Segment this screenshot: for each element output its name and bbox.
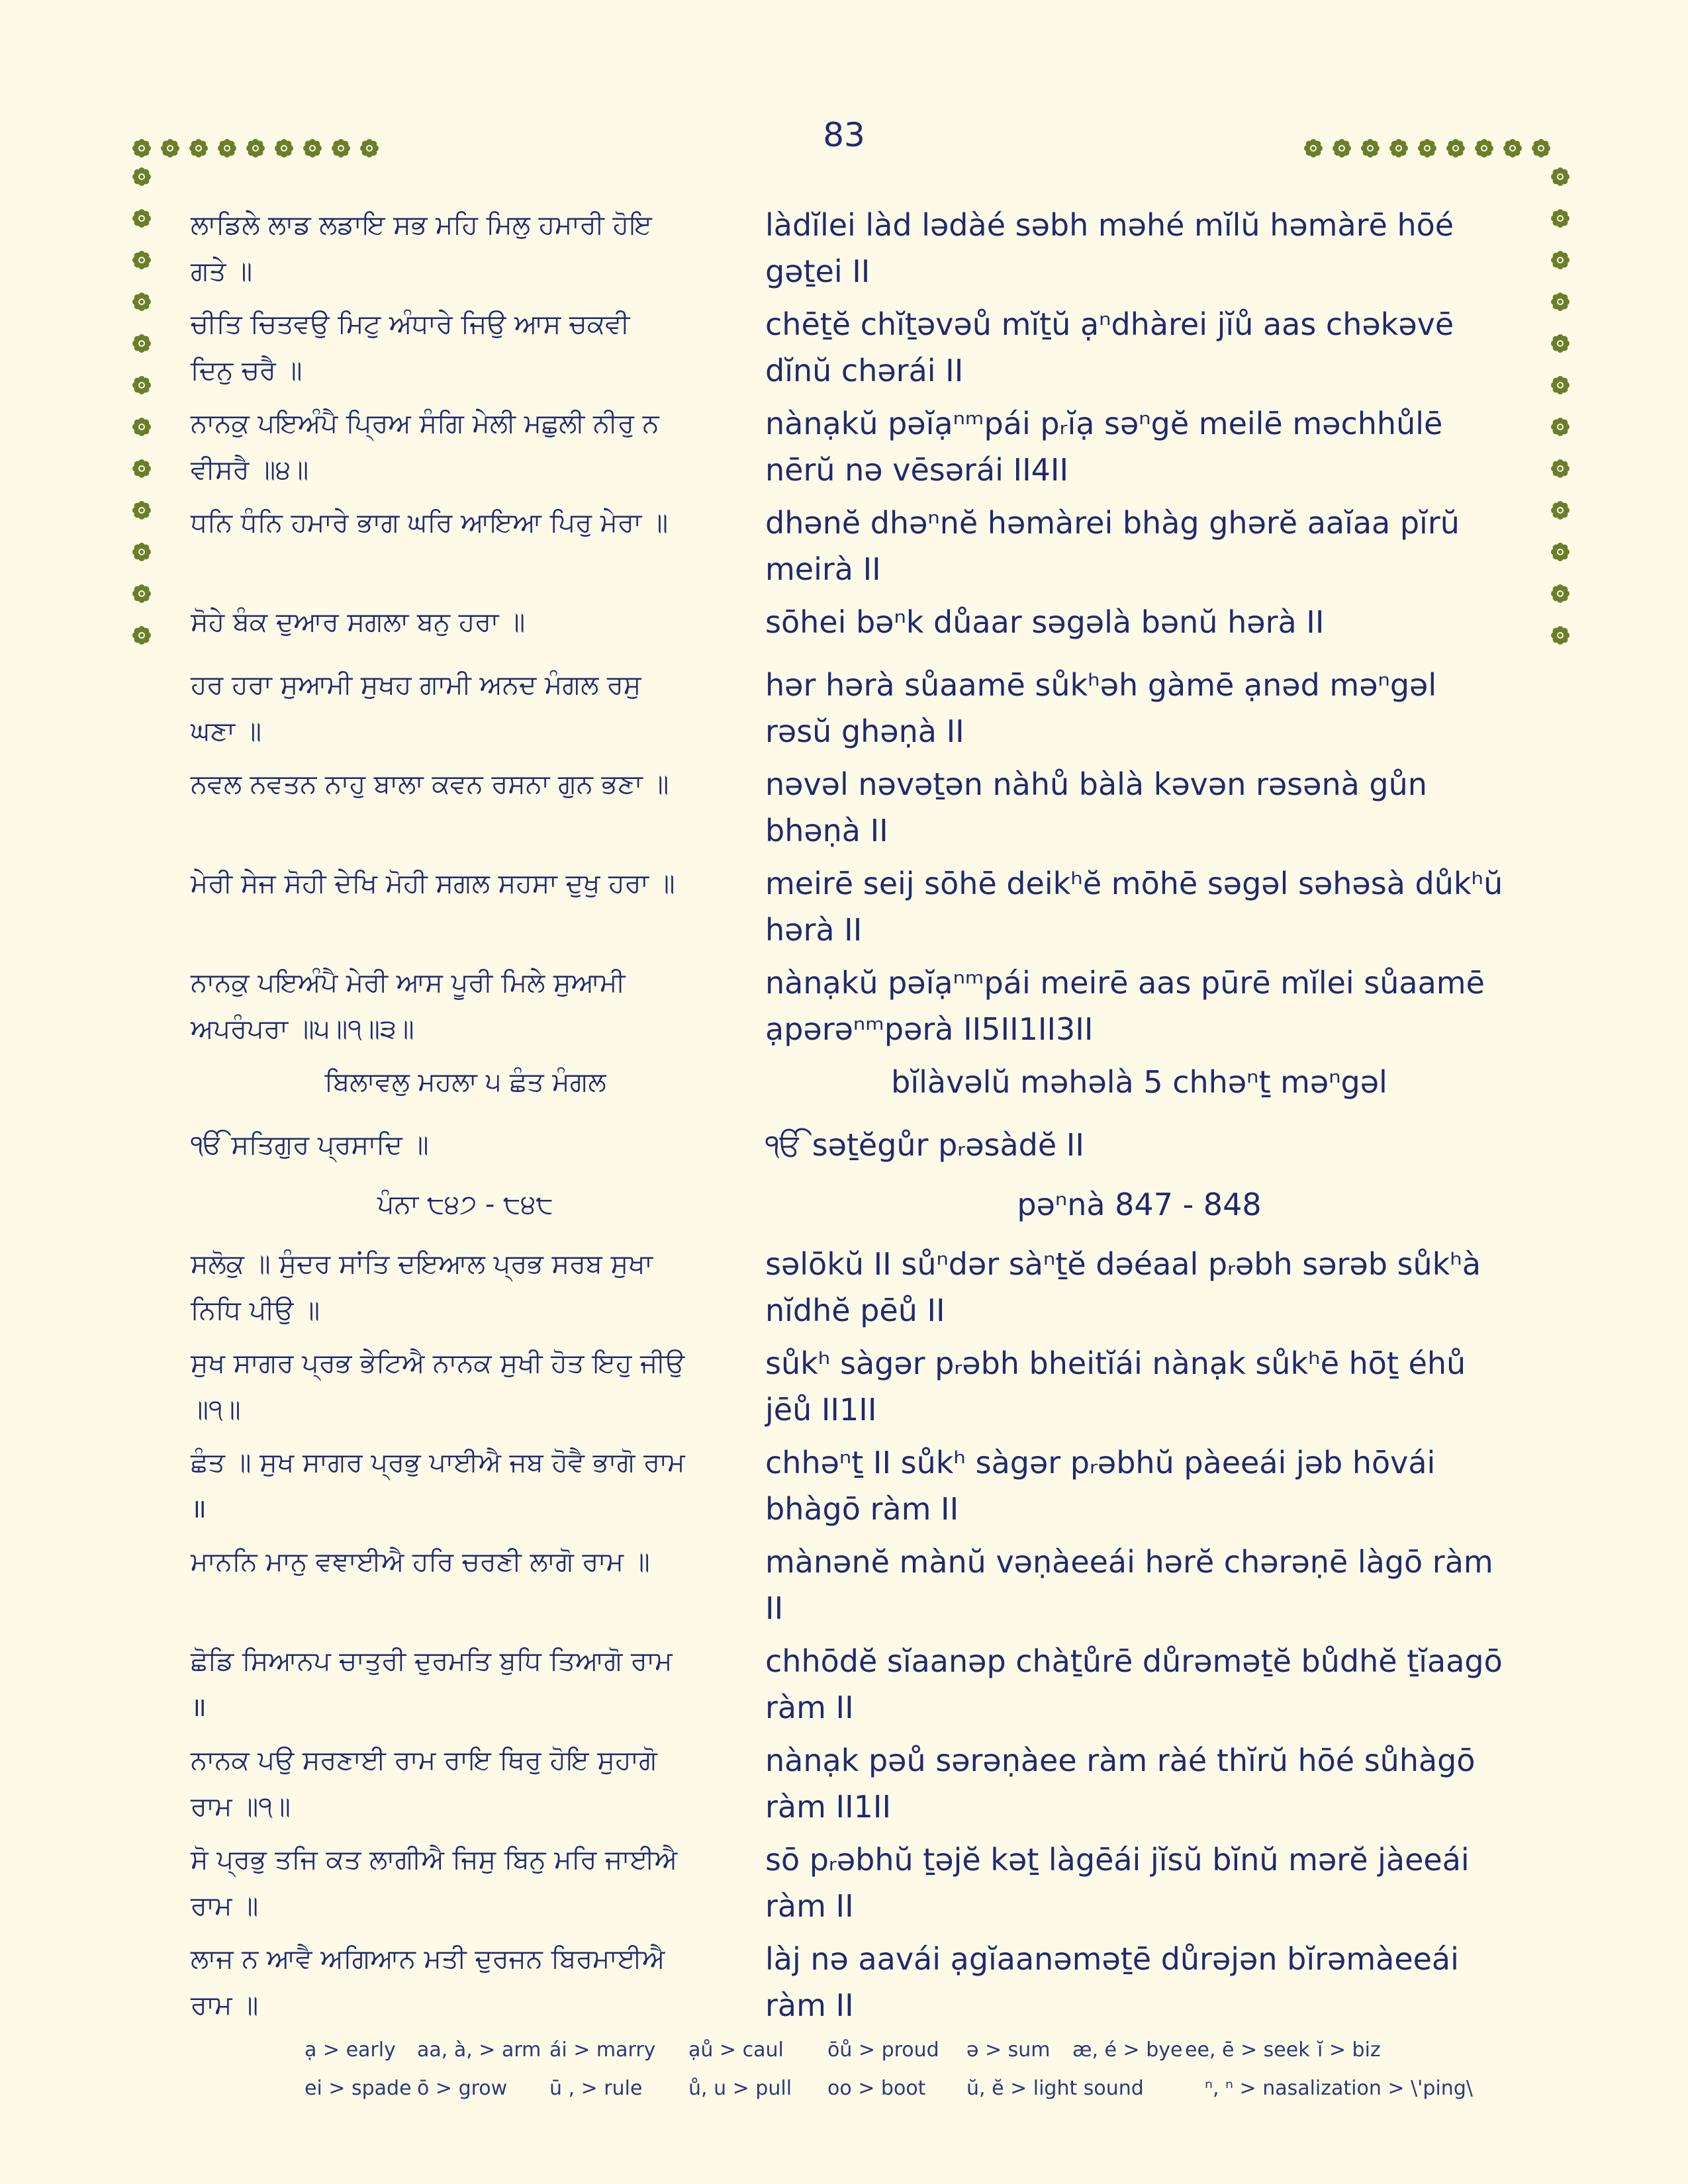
- legend-item: ⁿ, ⁿ > nasalization > \'ping\: [1205, 2077, 1473, 2100]
- verse-row: [191, 400, 1509, 493]
- flower-icon: [1501, 137, 1524, 159]
- gurmukhi-text: [191, 1638, 740, 1731]
- flower-icon: [1331, 137, 1353, 159]
- flower-icon: [358, 137, 381, 159]
- transliteration-line: sō pᵣəbhŭ ṯəjĕ kəṯ làgēái jĭsŭ bĭnŭ mərĕ jàeeái: [765, 1842, 1470, 1878]
- verse-row: [191, 1837, 1509, 1929]
- flower-icon: [130, 165, 153, 188]
- transliteration-line: làj nə aavái ạgĭaanəməṯē důrəjən bĭrəmàeeái: [765, 1941, 1459, 1977]
- gurmukhi-line: ਨਾਨਕੁ ਪਇਅੰਪੈ ਪ੍ਰਿਅ ਸੰਗਿ ਮੇਲੀ ਮਛੁਲੀ ਨੀਰੁ ਨ: [191, 408, 659, 439]
- page-number: 83: [823, 116, 865, 154]
- legend-item: ū , > rule: [549, 2077, 643, 2100]
- flower-icon: [187, 137, 210, 159]
- transliteration-line: II: [765, 1590, 784, 1626]
- legend-item: ạů > caul: [688, 2038, 784, 2062]
- transliteration-text: [765, 1241, 1513, 1334]
- verse-row: [191, 1737, 1509, 1830]
- flower-icon: [1444, 137, 1467, 159]
- transliteration-line: jēů II1II: [765, 1392, 877, 1428]
- verse-row: [191, 1936, 1509, 2028]
- legend-item: æ, é > bye: [1072, 2038, 1183, 2062]
- transliteration-text: [765, 1837, 1513, 1929]
- legend-item: ee, ē > seek: [1185, 2038, 1310, 2062]
- gurmukhi-line: ਵੀਸਰੈ ॥੪॥: [191, 455, 309, 485]
- gurmukhi-line: ਨਾਨਕੁ ਪਇਅੰਪੈ ਮੇਰੀ ਆਸ ਪੂਰੀ ਮਿਲੇ ਸੁਆਮੀ: [191, 968, 626, 998]
- transliteration-line: bhəṇà II: [765, 813, 888, 848]
- gurmukhi-line: ਸੋ ਪ੍ਰਭੁ ਤਜਿ ਕਤ ਲਾਗੀਐ ਜਿਸੁ ਬਿਨੁ ਮਰਿ ਜਾਈਐ: [191, 1844, 678, 1875]
- verse-row: [191, 662, 1509, 754]
- flower-icon: [1549, 207, 1571, 230]
- verse-row: [191, 761, 1509, 854]
- flower-icon: [1359, 137, 1382, 159]
- flower-icon: [1302, 137, 1325, 159]
- flower-icon: [130, 624, 153, 647]
- transliteration-text: [765, 1059, 1513, 1105]
- gurmukhi-line: ਲਾਜ ਨ ਆਵੈ ਅਗਿਆਨ ਮਤੀ ਦੁਰਜਨ ਬਿਰਮਾਈਐ: [191, 1944, 665, 1974]
- transliteration-text: [765, 761, 1513, 854]
- transliteration-line: meirà II: [765, 551, 881, 587]
- gurmukhi-line: ਗਤੇ ॥: [191, 256, 253, 287]
- gurmukhi-text: [191, 599, 740, 645]
- flower-icon: [130, 137, 153, 159]
- gurmukhi-line: ਰਾਮ ॥੧॥: [191, 1792, 291, 1822]
- verse-row: [191, 860, 1509, 953]
- transliteration-text: [765, 1439, 1513, 1532]
- gurmukhi-line: ਰਾਮ ॥: [191, 1990, 259, 2021]
- gurmukhi-line: ਅਪਰੰਪਰਾ ॥੫॥੧॥੩॥: [191, 1014, 414, 1044]
- legend-item: ạ > early: [305, 2038, 396, 2062]
- flower-icon: [1549, 457, 1571, 480]
- transliteration-line: dhənĕ dhəⁿnĕ həmàrei bhàg ghərĕ aaĭaa pĭrŭ: [765, 505, 1460, 541]
- legend-item: ái > marry: [549, 2038, 656, 2062]
- gurmukhi-line: ਚੀਤਿ ਚਿਤਵਉ ਮਿਟੁ ਅੰਧਾਰੇ ਜਿਉ ਆਸ ਚਕਵੀ: [191, 309, 630, 340]
- gurmukhi-line: ਰਾਮ ॥: [191, 1891, 259, 1921]
- gurmukhi-line: ॥: [191, 1494, 207, 1524]
- gurmukhi-text: [191, 1936, 740, 2028]
- transliteration-line: ràm II1II: [765, 1789, 892, 1825]
- transliteration-text: [765, 1340, 1513, 1433]
- verse-row: [191, 1638, 1509, 1731]
- gurmukhi-line: ਮਾਨਨਿ ਮਾਨੁ ਵਞਾਈਐ ਹਰਿ ਚਰਣੀ ਲਾਗੋ ਰਾਮ ॥: [191, 1547, 650, 1577]
- transliteration-line: sůkʰ sàgər pᵣəbh bheitĭái nànạk sůkʰē hōṯ éhů: [765, 1345, 1466, 1381]
- transliteration-line: rəsŭ ghəṇà II: [765, 713, 964, 749]
- gurmukhi-text: [191, 400, 740, 493]
- gurmukhi-text: [191, 1737, 740, 1830]
- gurmukhi-text: [191, 761, 740, 807]
- transliteration-line: chhəⁿṯ II sůkʰ sàgər pᵣəbhŭ pàeeái jəb hōvái: [765, 1445, 1436, 1480]
- transliteration-line: gəṯei II: [765, 253, 870, 289]
- transliteration-line: sōhei bəⁿk důaar səgəlà bənŭ hərà II: [765, 604, 1325, 640]
- transliteration-line: ạpərəⁿᵐpərà II5II1II3II: [765, 1011, 1094, 1047]
- gurmukhi-text: [191, 1340, 740, 1433]
- flower-icon: [1387, 137, 1410, 159]
- flower-icon: [130, 499, 153, 522]
- gurmukhi-line: ਛੋਡਿ ਸਿਆਨਪ ਚਾਤੁਰੀ ਦੁਰਮਤਿ ਬੁਧਿ ਤਿਆਗੋ ਰਾਮ: [191, 1646, 673, 1676]
- gurmukhi-text: [191, 1837, 740, 1929]
- flower-icon: [130, 332, 153, 355]
- gurmukhi-text: [191, 1241, 740, 1334]
- transliteration-text: [765, 500, 1513, 592]
- flower-icon: [1549, 374, 1571, 396]
- legend-item: ōů > proud: [827, 2038, 939, 2062]
- transliteration-line: nànạkŭ pəĭạⁿᵐpái pᵣĭạ səⁿgĕ meilē məchhůlē: [765, 406, 1443, 441]
- flower-icon: [130, 416, 153, 438]
- transliteration-line: chēṯĕ chĭṯəvəů mĭṯŭ ạⁿdhàrei jĭů aas chəkəvē: [765, 306, 1454, 342]
- legend-item: ō > grow: [417, 2077, 508, 2100]
- transliteration-line: pəⁿnà 847 - 848: [1017, 1187, 1262, 1222]
- gurmukhi-line: ਬਿਲਾਵਲੁ ਮਹਲਾ ੫ ਛੰਤ ਮੰਗਲ: [324, 1067, 606, 1097]
- gurmukhi-line: ॥੧॥: [191, 1394, 241, 1425]
- transliteration-line: hər hərà sůaamē sůkʰəh gàmē ạnəd məⁿgəl: [765, 667, 1437, 703]
- flower-icon: [130, 291, 153, 313]
- gurmukhi-text: [191, 1439, 740, 1532]
- transliteration-line: mànənĕ mànŭ vəṇàeeái hərĕ chərəṇē làgō ràm: [765, 1544, 1493, 1580]
- transliteration-line: dĭnŭ chərái II: [765, 353, 964, 388]
- transliteration-line: nəvəl nəvəṯən nàhů bàlà kəvən rəsənà gůn: [765, 766, 1427, 802]
- transliteration-text: [765, 1936, 1513, 2028]
- flower-icon: [130, 457, 153, 480]
- transliteration-line: chhōdĕ sĭaanəp chàṯůrē důrəməṯĕ bůdhĕ ṯĭaagō: [765, 1643, 1503, 1679]
- gurmukhi-text: [191, 202, 740, 295]
- transliteration-line: nērŭ nə vēsərái II4II: [765, 452, 1069, 488]
- gurmukhi-text: [191, 1181, 740, 1228]
- transliteration-text: [765, 301, 1513, 394]
- legend-item: ə > sum: [966, 2038, 1051, 2062]
- gurmukhi-line: ਛੰਤ ॥ ਸੁਖ ਸਾਗਰ ਪ੍ਰਭੁ ਪਾਈਐ ਜਬ ਹੋਵੈ ਭਾਗੋ ਰਾਮ: [191, 1447, 685, 1478]
- transliteration-line: nĭdhĕ pēů II: [765, 1293, 945, 1328]
- gurmukhi-text: [191, 500, 740, 546]
- flower-icon: [1549, 416, 1571, 438]
- verse-row: [191, 1241, 1509, 1334]
- gurmukhi-text: [191, 662, 740, 754]
- transliteration-line: ràm II: [765, 1987, 854, 2023]
- transliteration-line: bhàgō ràm II: [765, 1491, 959, 1527]
- flower-icon: [130, 541, 153, 563]
- transliteration-text: [765, 662, 1513, 754]
- gurmukhi-text: [191, 1059, 740, 1105]
- legend-item: aa, à, > arm: [417, 2038, 541, 2062]
- transliteration-text: [765, 1181, 1513, 1228]
- verse-row: [191, 500, 1509, 592]
- flower-icon: [130, 374, 153, 396]
- flower-icon: [1549, 541, 1571, 563]
- flower-icon: [216, 137, 238, 159]
- gurmukhi-line: ਧਨਿ ਧੰਨਿ ਹਮਾਰੇ ਭਾਗ ਘਰਿ ਆਇਆ ਪਿਰੁ ਮੇਰਾ ॥: [191, 508, 669, 538]
- flower-icon: [330, 137, 352, 159]
- flower-icon: [1549, 249, 1571, 271]
- transliteration-line: làdĭlei làd lədàé səbh məhé mĭlŭ həmàrē hōé: [765, 207, 1454, 243]
- transliteration-line: ੴ səṯĕgůr pᵣəsàdĕ II: [765, 1127, 1084, 1163]
- flower-icon: [1549, 582, 1571, 605]
- gurmukhi-line: ਹਰ ਹਰਾ ਸੁਆਮੀ ਸੁਖਹ ਗਾਮੀ ਅਨਦ ਮੰਗਲ ਰਸੁ: [191, 670, 641, 700]
- legend-item: oo > boot: [827, 2077, 926, 2100]
- flower-icon: [1549, 165, 1571, 188]
- transliteration-text: [765, 860, 1513, 953]
- legend-item: ei > spade: [305, 2077, 412, 2100]
- verse-row: [191, 202, 1509, 295]
- flower-icon: [130, 249, 153, 271]
- transliteration-line: nànạkŭ pəĭạⁿᵐpái meirē aas pūrē mĭlei sůaamē: [765, 965, 1485, 1001]
- gurmukhi-line: ਸੋਹੇ ਬੰਕ ਦੁਆਰ ਸਗਲਾ ਬਨੁ ਹਰਾ ॥: [191, 607, 526, 637]
- verse-row: [191, 301, 1509, 394]
- transliteration-text: [765, 960, 1513, 1052]
- verse-row: [191, 1439, 1509, 1532]
- legend-item: ĭ > biz: [1317, 2038, 1381, 2062]
- transliteration-line: ràm II: [765, 1888, 854, 1924]
- transliteration-line: nànạk pəů sərəṇàee ràm ràé thĭrŭ hōé sůhàgō: [765, 1743, 1476, 1778]
- transliteration-line: bĭlàvəlŭ məhəlà 5 chhəⁿṯ məⁿgəl: [891, 1064, 1387, 1100]
- gurmukhi-text: [191, 960, 740, 1052]
- gurmukhi-line: ਲਾਡਿਲੇ ਲਾਡ ਲਡਾਇ ਸਭ ਮਹਿ ਮਿਲੁ ਹਮਾਰੀ ਹੋਇ: [191, 210, 652, 240]
- flower-icon: [159, 137, 181, 159]
- flower-icon: [1530, 137, 1552, 159]
- flower-icon: [273, 137, 295, 159]
- transliteration-text: [765, 400, 1513, 493]
- verse-row: [191, 1539, 1509, 1631]
- gurmukhi-text: [191, 860, 740, 907]
- flower-icon: [1549, 499, 1571, 522]
- flower-icon: [130, 207, 153, 230]
- transliteration-text: [765, 1737, 1513, 1830]
- gurmukhi-line: ਪੰਨਾ ੮੪੭ - ੮੪੮: [377, 1189, 554, 1220]
- flower-icon: [1549, 332, 1571, 355]
- verse-row: [191, 1340, 1509, 1433]
- flower-icon: [244, 137, 267, 159]
- gurmukhi-line: ਦਿਨੁ ਚਰੈ ॥: [191, 355, 303, 386]
- flower-icon: [1473, 137, 1495, 159]
- transliteration-line: hərà II: [765, 912, 863, 948]
- gurmukhi-line: ੴ ਸਤਿਗੁਰ ਪ੍ਰਸਾਦਿ ॥: [191, 1130, 429, 1160]
- legend-item: ů, u > pull: [688, 2077, 792, 2100]
- gurmukhi-line: ਘਣਾ ॥: [191, 716, 261, 747]
- gurmukhi-line: ॥: [191, 1692, 207, 1723]
- verse-row: [191, 960, 1509, 1052]
- flower-icon: [1549, 624, 1571, 647]
- transliteration-text: [765, 202, 1513, 295]
- gurmukhi-line: ਨਵਲ ਨਵਤਨ ਨਾਹੁ ਬਾਲਾ ਕਵਨ ਰਸਨਾ ਗੁਨ ਭਣਾ ॥: [191, 769, 669, 799]
- gurmukhi-text: [191, 1539, 740, 1585]
- transliteration-line: ràm II: [765, 1690, 854, 1725]
- gurmukhi-line: ਮੇਰੀ ਸੇਜ ਸੋਹੀ ਦੇਖਿ ਮੋਹੀ ਸਗਲ ਸਹਸਾ ਦੁਖੁ ਹਰਾ ॥: [191, 868, 675, 899]
- transliteration-text: [765, 1638, 1513, 1731]
- gurmukhi-line: ਸੁਖ ਸਾਗਰ ਪ੍ਰਭ ਭੇਟਿਐ ਨਾਨਕ ਸੁਖੀ ਹੋਤ ਇਹੁ ਜੀਉ: [191, 1348, 685, 1379]
- gurmukhi-line: ਸਲੋਕੁ ॥ ਸੁੰਦਰ ਸਾਂਤਿ ਦਇਆਲ ਪ੍ਰਭ ਸਰਬ ਸੁਖਾ: [191, 1249, 653, 1279]
- transliteration-text: [765, 1122, 1513, 1168]
- flower-icon: [1549, 291, 1571, 313]
- flower-icon: [301, 137, 324, 159]
- transliteration-text: [765, 1539, 1513, 1631]
- transliteration-text: [765, 599, 1513, 645]
- flower-icon: [130, 582, 153, 605]
- gurmukhi-line: ਨਿਧਿ ਪੀਉ ॥: [191, 1295, 320, 1326]
- flower-icon: [1416, 137, 1438, 159]
- gurmukhi-text: [191, 301, 740, 394]
- legend-item: ŭ, ĕ > light sound: [966, 2077, 1144, 2100]
- transliteration-line: meirē seij sōhē deikʰĕ mōhē səgəl səhəsà důkʰŭ: [765, 866, 1503, 901]
- gurmukhi-text: [191, 1122, 740, 1168]
- gurmukhi-line: ਨਾਨਕ ਪਉ ਸਰਣਾਈ ਰਾਮ ਰਾਇ ਥਿਰੁ ਹੋਇ ਸੁਹਾਗੋ: [191, 1745, 657, 1776]
- transliteration-line: səlōkŭ II sůⁿdər sàⁿṯĕ dəéaal pᵣəbh sərəb sůkʰà: [765, 1246, 1481, 1282]
